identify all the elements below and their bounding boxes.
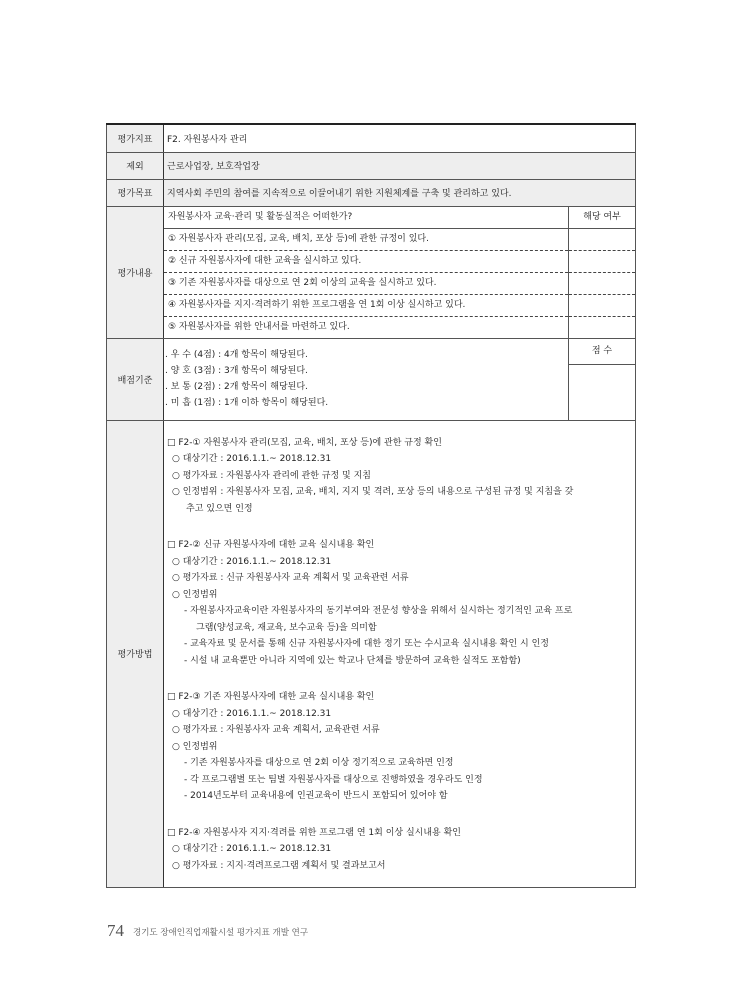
method-spacer [167, 805, 635, 825]
method-section-heading: □ F2-② 신규 자원봉사자에 대한 교육 실시내용 확인 [167, 540, 375, 550]
check-column [569, 206, 636, 338]
exclusion-row [107, 152, 636, 179]
method-line: - 교육자료 및 문서를 통해 신규 자원봉사자에 대한 정기 또는 수시교육 실시내용 확인 시 인정 [184, 639, 549, 649]
scoring-criteria [164, 338, 569, 420]
method-line: ○ 평가자료 : 자원봉사자 교육 계획서, 교육관련 서류 [172, 725, 380, 735]
method-line: ○ 인정범위 : 자원봉사자 모집, 교육, 배치, 지지 및 격려, 포상 등의 내용으로 구성된 규정 및 지침을 갖 [172, 487, 574, 497]
content-label: 평가내용 [107, 206, 164, 338]
page-number: 74 [107, 921, 124, 940]
method-label: 평가방법 [107, 420, 164, 887]
method-line: - 각 프로그램별 또는 팀별 자원봉사자를 대상으로 진행하였을 경우라도 인정 [184, 774, 483, 785]
footer-title: 경기도 장애인직업재활시설 평가지표 개발 연구 [133, 928, 309, 938]
content-items [164, 206, 569, 338]
content-item-5: ⑤ 자원봉사자를 위한 안내서를 마련하고 있다. [168, 321, 350, 332]
method-line: ○ 대상기간 : 2016.1.1.~ 2018.12.31 [172, 556, 332, 567]
method-line: ○ 대상기간 : 2016.1.1.~ 2018.12.31 [172, 454, 332, 464]
page-footer [107, 920, 308, 940]
content-question: 자원봉사자 교육·관리 및 활동실적은 어떠한가? [164, 207, 568, 229]
method-spacer [167, 669, 635, 689]
content-item-3: ③ 기존 자원봉사자를 대상으로 연 2회 이상의 교육을 실시하고 있다. [164, 273, 568, 295]
method-spacer [167, 517, 635, 537]
method-line: ○ 평가자료 : 지지·격려프로그램 계획서 및 결과보고서 [172, 860, 386, 871]
goal-label: 평가목표 [107, 179, 164, 206]
scoring-line-1: . 우 수 (4점) : 4개 항목이 해당된다. [165, 350, 308, 360]
score-header: 점 수 [569, 339, 635, 365]
check-cell-5 [569, 317, 635, 338]
method-row [107, 420, 636, 887]
score-column [569, 338, 636, 420]
content-item-1: ① 자원봉사자 관리(모집, 교육, 배치, 포상 등)에 관한 규정이 있다. [164, 229, 568, 251]
method-line: - 자원봉사자교육이란 자원봉사자의 동기부여와 전문성 향상을 위해서 실시하는 정기적인 교육 프로 [184, 606, 573, 616]
method-line: - 기존 자원봉사자를 대상으로 연 2회 이상 정기적으로 교육하면 인정 [184, 758, 454, 768]
scoring-label: 배점기준 [107, 338, 164, 420]
content-item-2: ② 신규 자원봉사자에 대한 교육을 실시하고 있다. [164, 251, 568, 273]
goal-row [107, 179, 636, 206]
exclusion-label: 제외 [107, 152, 164, 179]
method-line: ○ 인정범위 [172, 589, 218, 600]
method-section-heading: □ F2-④ 자원봉사자 지지·격려를 위한 프로그램 연 1회 이상 실시내용 확인 [167, 827, 461, 838]
check-cell-4 [569, 295, 635, 317]
scoring-line-2: . 양 호 (3점) : 3개 항목이 해당된다. [165, 366, 308, 376]
method-section-heading: □ F2-③ 기존 자원봉사자에 대한 교육 실시내용 확인 [167, 692, 375, 702]
method-line: ○ 평가자료 : 신규 자원봉사자 교육 계획서 및 교육관련 서류 [172, 573, 409, 583]
method-line: ○ 인정범위 [172, 741, 218, 752]
exclusion-value: 근로사업장, 보호작업장 [164, 152, 636, 179]
check-header: 해당 여부 [569, 207, 635, 229]
indicator-label: 평가지표 [107, 124, 164, 152]
check-cell-3 [569, 273, 635, 295]
check-cell-2 [569, 251, 635, 273]
method-line: ○ 대상기간 : 2016.1.1.~ 2018.12.31 [172, 708, 332, 719]
content-row [107, 206, 636, 338]
indicator-value: F2. 자원봉사자 관리 [164, 124, 636, 152]
method-line: ○ 평가자료 : 자원봉사자 관리에 관한 규정 및 지침 [172, 470, 371, 481]
method-content [164, 420, 636, 887]
goal-value: 지역사회 주민의 참여를 지속적으로 이끌어내기 위한 지원체계를 구축 및 관리하고 있다. [164, 179, 636, 206]
method-line: 추고 있으면 인정 [186, 503, 253, 514]
method-line: - 시설 내 교육뿐만 아니라 지역에 있는 학교나 단체를 방문하여 교육한 실적도 포함함) [184, 655, 521, 666]
content-item-4: ④ 자원봉사자를 지지·격려하기 위한 프로그램을 연 1회 이상 실시하고 있다. [164, 295, 568, 317]
check-cell-1 [569, 229, 635, 251]
method-line: 그램(양성교육, 재교육, 보수교육 등)을 의미함 [196, 622, 377, 633]
scoring-row [107, 338, 636, 420]
indicator-row [107, 124, 636, 152]
method-section-heading: □ F2-① 자원봉사자 관리(모집, 교육, 배치, 포상 등)에 관한 규정 확인 [167, 437, 442, 448]
evaluation-table [106, 123, 636, 888]
scoring-line-4: . 미 흡 (1점) : 1개 이하 항목이 해당된다. [165, 398, 329, 408]
scoring-line-3: . 보 통 (2점) : 2개 항목이 해당된다. [165, 382, 308, 392]
method-line: - 2014년도부터 교육내용에 인권교육이 반드시 포함되어 있어야 함 [184, 791, 448, 801]
method-line: ○ 대상기간 : 2016.1.1.~ 2018.12.31 [172, 844, 332, 854]
